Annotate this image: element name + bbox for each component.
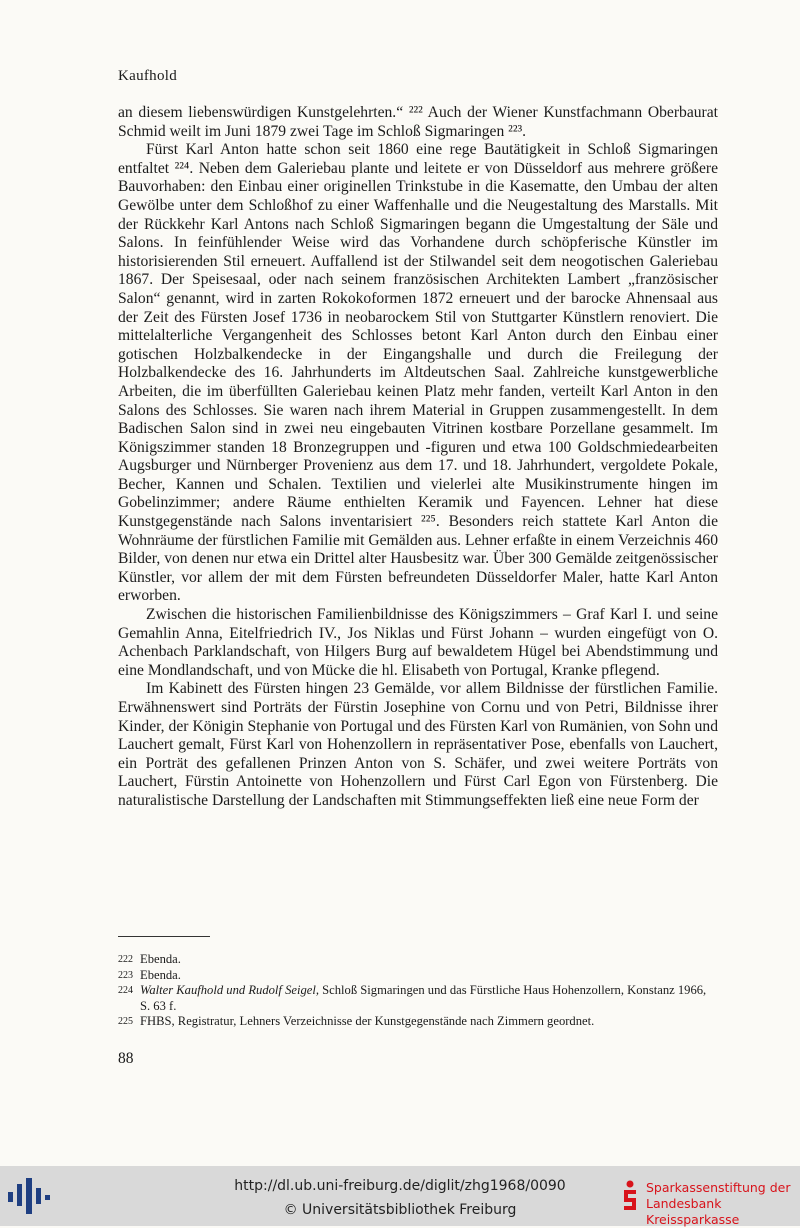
sponsor-logo[interactable] — [620, 1178, 795, 1227]
footnote-225 — [118, 1014, 718, 1030]
footnote-223 — [118, 968, 718, 984]
footnote-text: Ebenda. — [140, 952, 181, 966]
paragraph-2: Fürst Karl Anton hatte schon seit 1860 eine rege Bautätigkeit in Schloß Sigmaringen entfaltet ²²⁴. Neben dem Galeriebau plante und leitete er von Düsseldorf aus mehrere größere Bauvorhaben: den Einbau einer originellen Trinkstube in die Kasematte, den Umbau der alten Gewölbe unter dem Schloßhof zu einer Waffenhalle und die Neugestaltung des Marstalls. Mit der Rückkehr Karl Antons nach Schloß Sigmaringen begann die Umgestaltung der Säle und Salons. In feinfühlender Weise wird das Vorhandene durch schöpferische Künstler im historisierenden Stil erneuert. Auffallend ist der Stilwandel seit dem neogotischen Galeriebau 1867. Der Speisesaal, oder nach seinem französischen Architekten Lambert „französischer Salon“ genannt, wird in zarten Rokokoformen 1872 erneuert und der barocke Ahnensaal aus der Zeit des Fürsten Josef 1736 in neobarockem Stil von Stuttgarter Künstlern renoviert. Die mittelalterliche Vergangenheit des Schlosses betont Karl Anton durch den Einbau einer gotischen Holzbalkendecke in der Eingangshalle und durch die Freilegung der Holzbalkendecke des 16. Jahrhunderts im Altdeutschen Saal. Zahlreiche kunstgewerbliche Arbeiten, die im überfüllten Galeriebau keinen Platz mehr fanden, verteilt Karl Anton in den Salons des Schlosses. Sie waren nach ihrem Material in Gruppen zusammengestellt. In dem Badischen Salon sind in zwei neu eingebauten Vitrinen kostbare Porzellane gesammelt. Im Königszimmer standen 18 Bronzegruppen und -figuren und etwa 100 Goldschmiedearbeiten Augsburger und Nürnberger Provenienz aus dem 17. und 18. Jahrhundert, vergoldete Pokale, Becher, Kannen und Schalen. Textilien und vielerlei alte Musikinstrumente hingen im Gobelinzimmer; andere Räume enthielten Keramik und Fayencen. Lehner hat diese Kunstgegenstände nach Salons inventarisiert ²²⁵. Besonders reich stattete Karl Anton die Wohnräume der fürstlichen Familie mit Gemälden aus. Lehner erfaßte in einem Verzeichnis 460 Bilder, von denen nur etwa ein Drittel alter Hausbesitz war. Über 300 Gemälde zeitgenössischer Künstler, vor allem der mit dem Fürsten befreundeten Düsseldorfer Maler, hatte Karl Anton erworben. — [118, 141, 718, 605]
footnotes — [118, 952, 718, 1030]
footnote-authors: Walter Kaufhold und Rudolf Seigel, — [140, 983, 319, 998]
footnote-text — [140, 983, 718, 1014]
viewer-footer — [0, 1166, 800, 1226]
sparkasse-logo-icon — [620, 1180, 640, 1214]
copyright-notice: © Universitätsbibliothek Freiburg — [283, 1202, 517, 1218]
footnote-number: 225 — [118, 1016, 133, 1028]
footnote-222 — [118, 952, 718, 968]
footnote-number: 223 — [118, 969, 133, 981]
permalink-url[interactable]: http://dl.ub.uni-freiburg.de/diglit/zhg1968/0090 — [234, 1178, 566, 1194]
footnote-number: 222 — [118, 954, 133, 965]
body-text — [118, 104, 718, 811]
footnote-number: 224 — [118, 985, 133, 997]
footnote-224 — [118, 983, 718, 1014]
footnote-text: FHBS, Registratur, Lehners Verzeichnisse der Kunstgegenstände nach Zimmern geordnet. — [140, 1014, 595, 1029]
footnote-text: Ebenda. — [140, 967, 181, 982]
paragraph-1: an diesem liebenswürdigen Kunstgelehrten.“ ²²² Auch der Wiener Kunstfachmann Oberbaurat Schmid weilt im Juni 1879 zwei Tage im Schloß Sigmaringen ²²³. — [118, 104, 718, 140]
page-number: 88 — [118, 1050, 134, 1067]
sponsor-line-1: Sparkassenstiftung der — [646, 1180, 791, 1195]
footnote-citation: Schloß Sigmaringen und das Fürstliche Haus Hohenzollern, Konstanz 1966, S. 63 f. — [140, 983, 707, 1013]
sponsor-line-2: Landesbank Kreissparkasse — [646, 1196, 740, 1227]
paragraph-4: Im Kabinett des Fürsten hingen 23 Gemälde, vor allem Bildnisse der fürstlichen Familie. Erwähnenswert sind Porträts der Fürstin Josephine von Cornu und von Petri, Bildnisse ihrer Kinder, der Königin Stephanie von Portugal und des Fürsten Karl von Rumänien, von Sohn und Lauchert gemalt, Fürst Karl von Hohenzollern in repräsentativer Pose, ebenfalls von Lauchert, ein Porträt des gefallenen Prinzen Anton von S. Schäfer, und zwei weitere Porträts von Lauchert, Fürstin Antoinette von Hohenzollern und Fürst Carl Egon von Fürstenberg. Die naturalistische Darstellung der Landschaften mit Stimmungseffekten ließ eine neue Form der — [118, 680, 718, 809]
footnote-rule — [118, 936, 210, 937]
sponsor-text — [646, 1180, 795, 1228]
running-header: Kaufhold — [118, 68, 178, 84]
paragraph-3: Zwischen die historischen Familienbildnisse des Königszimmers – Graf Karl I. und seine Gemahlin Anna, Eitelfriedrich IV., Jos Niklas und Fürst Johann – wurden eingefügt von O. Achenbach Parklandschaft, von Hilgers Burg auf bewaldetem Hügel bei Abendstimmung und eine Mondlandschaft, und von Mücke die hl. Elisabeth von Portugal, Kranke pflegend. — [118, 606, 718, 679]
